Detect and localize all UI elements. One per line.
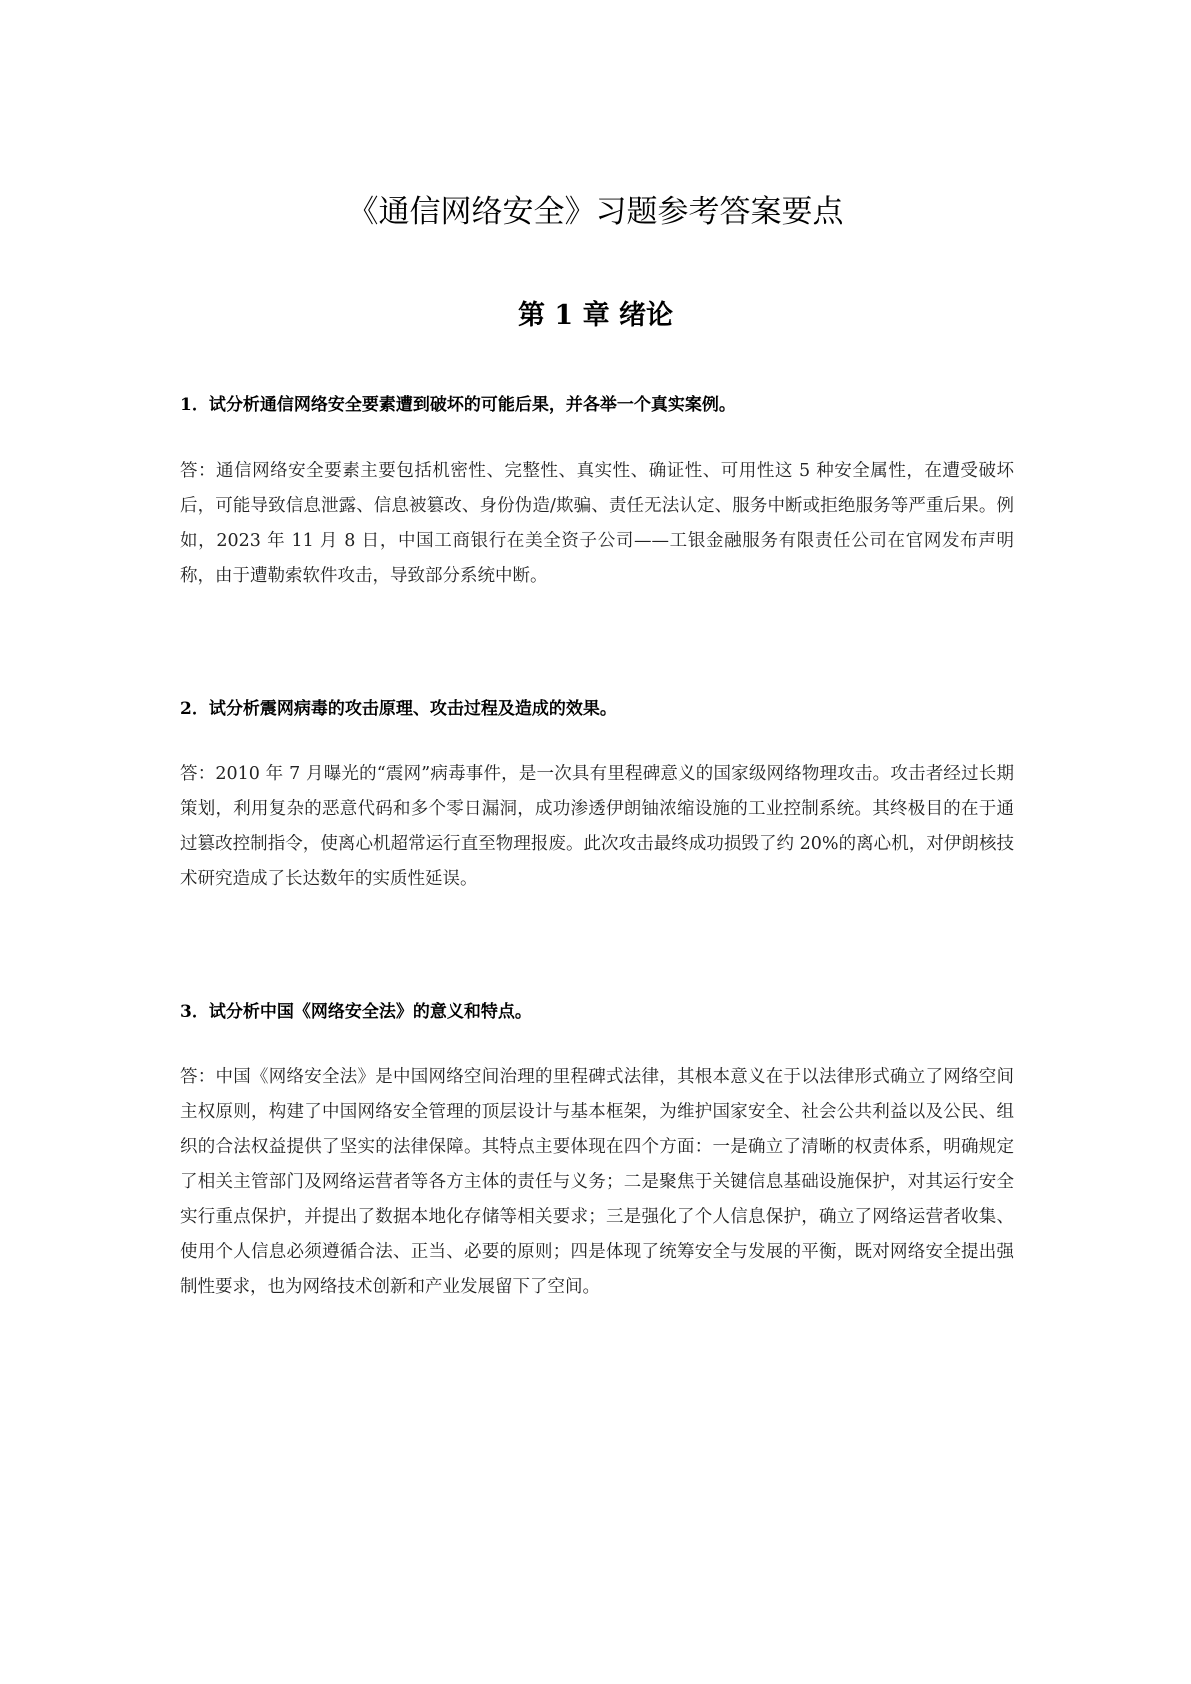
answer-2: 答：2010 年 7 月曝光的“震网”病毒事件，是一次具有里程碑意义的国家级网络物理攻击。攻击者经过长期策划，利用复杂的恶意代码和多个零日漏洞，成功渗透伊朗铀浓缩设施的工业控制系统。其终极目的在于通过篡改控制指令，使离心机超常运行直至物理报废。此次攻击最终成功损毁了约 20%的离心机，对伊朗核技术研究造成了长达数年的实质性延误。	[180, 764, 1014, 889]
answer-3: 答：中国《网络安全法》是中国网络空间治理的里程碑式法律，其根本意义在于以法律形式确立了网络空间主权原则，构建了中国网络安全管理的顶层设计与基本框架，为维护国家安全、社会公共利益以及公民、组织的合法权益提供了坚实的法律保障。其特点主要体现在四个方面：一是确立了清晰的权责体系，明确规定了相关主管部门及网络运营者等各方主体的责任与义务；二是聚焦于关键信息基础设施保护，对其运行安全实行重点保护，并提出了数据本地化存储等相关要求；三是强化了个人信息保护，确立了网络运营者收集、使用个人信息必须遵循合法、正当、必要的原则；四是体现了统筹安全与发展的平衡，既对网络安全提出强制性要求，也为网络技术创新和产业发展留下了空间。	[180, 1067, 1014, 1297]
answer-1: 答：通信网络安全要素主要包括机密性、完整性、真实性、确证性、可用性这 5 种安全属性，在遭受破坏后，可能导致信息泄露、信息被篡改、身份伪造/欺骗、责任无法认定、服务中断或拒绝服务等严重后果。例如，2023 年 11 月 8 日，中国工商银行在美全资子公司——工银金融服务有限责任公司在官网发布声明称，由于遭勒索软件攻击，导致部分系统中断。	[180, 461, 1014, 586]
question-1: 1．试分析通信网络安全要素遭到破坏的可能后果，并各举一个真实案例。	[180, 395, 736, 415]
document-title: 《通信网络安全》习题参考答案要点	[347, 194, 844, 230]
question-2: 2．试分析震网病毒的攻击原理、攻击过程及造成的效果。	[180, 699, 617, 719]
question-3: 3．试分析中国《网络安全法》的意义和特点。	[180, 1002, 532, 1022]
chapter-title: 第 1 章 绪论	[518, 300, 673, 331]
